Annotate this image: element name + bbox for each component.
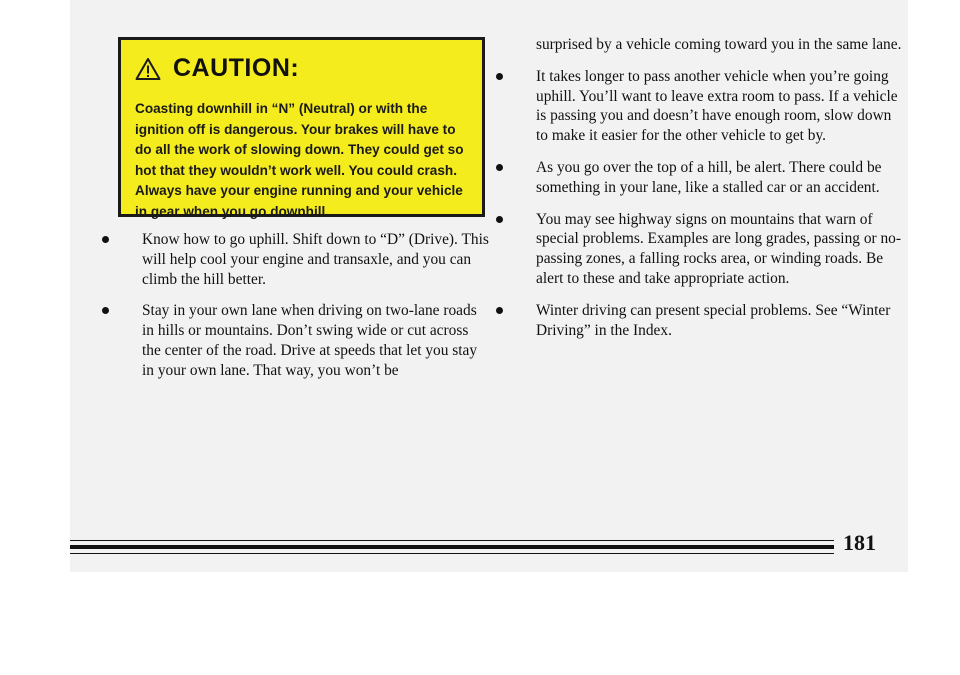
bullet-icon (496, 307, 503, 314)
list-item (492, 67, 902, 146)
list-item-text: You may see highway signs on mountains that warn of special problems. Examples are long grades, passing or no-passing zones, a falling rocks area, or winding roads. Be alert to these and take appropriate action. (536, 210, 902, 287)
bullet-icon (496, 73, 503, 80)
list-item-text: Stay in your own lane when driving on two-lane roads in hills or mountains. Don’t swing wide or cut across the center of the road. Drive at speeds that let you stay in your own lane. That way, you won’t be (142, 302, 478, 379)
list-item-text: Know how to go uphill. Shift down to “D” (Drive). This will help cool your engine and transaxle, and you can climb the hill better. (142, 231, 489, 288)
list-item (492, 158, 902, 198)
list-item (98, 301, 490, 380)
continued-text: surprised by a vehicle coming toward you in the same lane. (536, 36, 902, 53)
bullet-icon (102, 236, 109, 243)
caution-title: CAUTION: (173, 54, 300, 82)
footer-rule-thick (70, 545, 834, 549)
list-item-text: It takes longer to pass another vehicle when you’re going uphill. You’ll want to leave extra room to pass. If a vehicle is passing you and doesn’t have enough room, slow down to make it easier for the other vehicle to get by. (536, 67, 898, 145)
page-number: 181 (843, 530, 876, 555)
list-item-text: Winter driving can present special problems. See “Winter Driving” in the Index. (536, 301, 891, 339)
list-item (492, 301, 902, 341)
left-bullet-list (98, 230, 490, 381)
list-item-text: As you go over the top of a hill, be alert. There could be something in your lane, like a stalled car or an accident. (536, 158, 882, 196)
left-column (98, 230, 490, 393)
bullet-icon (496, 216, 503, 223)
footer-rule-top (70, 540, 834, 541)
list-item (98, 230, 490, 289)
right-column (492, 35, 902, 352)
footer-rule-bottom (70, 553, 834, 554)
caution-text: Coasting downhill in “N” (Neutral) or with the ignition off is dangerous. Your brakes will have to do all the work of slowing down. They could get so hot that they wouldn’t work well. You could crash. Always have your engine running and your vehicle in gear when you go downhill. (135, 101, 464, 219)
list-item (492, 210, 902, 289)
bullet-icon (496, 164, 503, 171)
warning-triangle-icon (135, 57, 161, 81)
caution-box (118, 37, 485, 217)
right-bullet-list (492, 67, 902, 341)
caution-header (135, 54, 464, 83)
bullet-icon (102, 307, 109, 314)
